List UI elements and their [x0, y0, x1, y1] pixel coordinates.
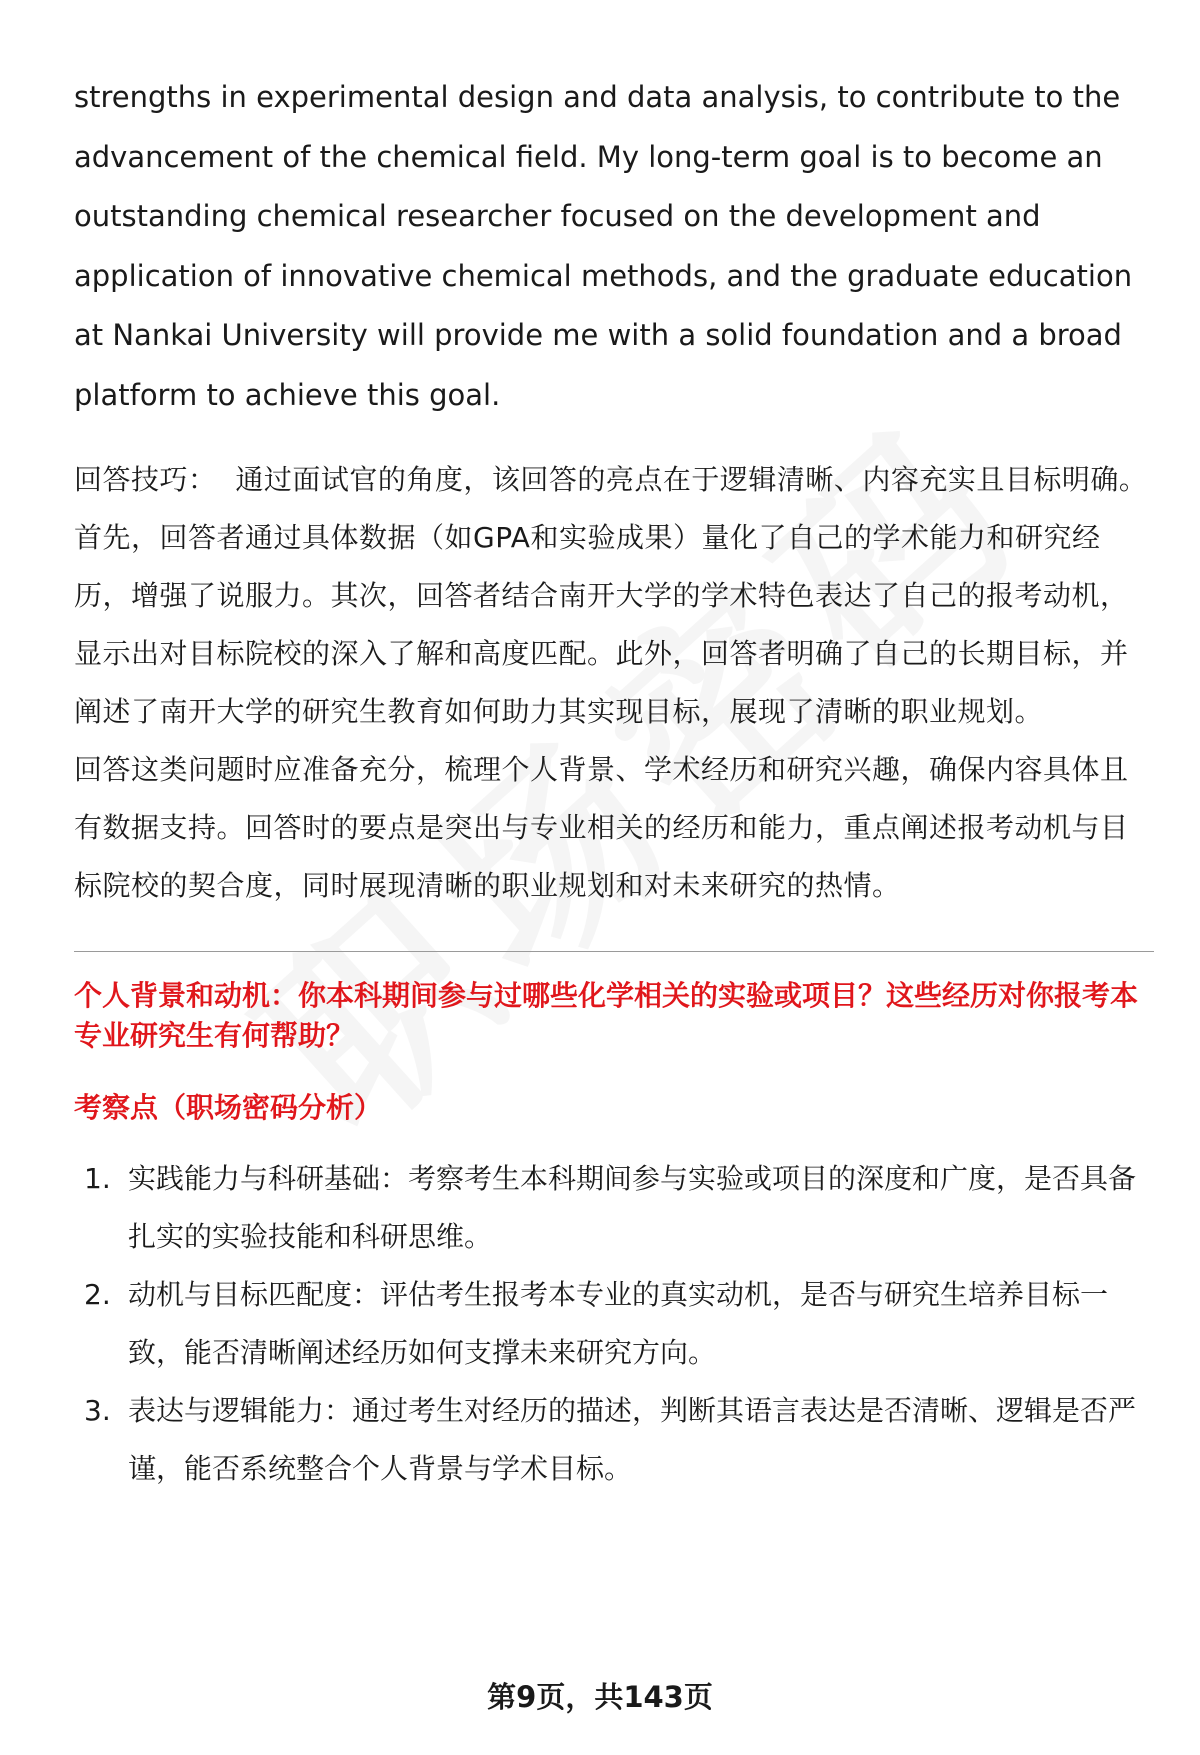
- question-heading: 个人背景和动机：你本科期间参与过哪些化学相关的实验或项目？这些经历对你报考本专业研究生有何帮助？: [74, 979, 1139, 1052]
- list-item: [74, 1382, 1154, 1498]
- list-number: 1.: [84, 1162, 111, 1195]
- tips-text: 通过面试官的角度，该回答的亮点在于逻辑清晰、内容充实且目标明确。首先，回答者通过具体数据（如GPA和实验成果）量化了自己的学术能力和研究经历，增强了说服力。其次，回答者结合南开大学的学术特色表达了自己的报考动机，显示出对目标院校的深入了解和高度匹配。此外，回答者明确了自己的长期目标，并阐述了南开大学的研究生教育如何助力其实现目标，展现了清晰的职业规划。: [74, 463, 1148, 728]
- list-number: 2.: [84, 1278, 111, 1311]
- answer-tips-paragraph: [74, 451, 1154, 741]
- english-paragraph: strengths in experimental design and data analysis, to contribute to the advancement of the chemical field. My long-term goal is to become an outstanding chemical researcher focused on the development and application of innovative chemical methods, and the graduate education at Nankai University will provide me with a solid foundation and a broad platform to achieve this goal.: [74, 80, 1133, 412]
- list-item: [74, 1150, 1154, 1266]
- list-text: 表达与逻辑能力：通过考生对经历的描述，判断其语言表达是否清晰、逻辑是否严谨，能否系统整合个人背景与学术目标。: [128, 1394, 1137, 1485]
- evaluation-points-list: [74, 1150, 1154, 1498]
- page-content: [74, 68, 1154, 1498]
- section-divider: [74, 951, 1154, 952]
- advice-paragraph: 回答这类问题时应准备充分，梳理个人背景、学术经历和研究兴趣，确保内容具体且有数据支持。回答时的要点是突出与专业相关的经历和能力，重点阐述报考动机与目标院校的契合度，同时展现清晰的职业规划和对未来研究的热情。: [74, 753, 1129, 902]
- tips-label: 回答技巧：: [74, 463, 217, 496]
- list-text: 实践能力与科研基础：考察考生本科期间参与实验或项目的深度和广度，是否具备扎实的实验技能和科研思维。: [128, 1162, 1137, 1253]
- list-number: 3.: [84, 1394, 111, 1427]
- list-item: [74, 1266, 1154, 1382]
- list-text: 动机与目标匹配度：评估考生报考本专业的真实动机，是否与研究生培养目标一致，能否清晰阐述经历如何支撑未来研究方向。: [128, 1278, 1109, 1369]
- analysis-subheading: 考察点（职场密码分析）: [74, 1091, 383, 1124]
- page-number-footer: 第9页，共143页: [487, 1680, 713, 1714]
